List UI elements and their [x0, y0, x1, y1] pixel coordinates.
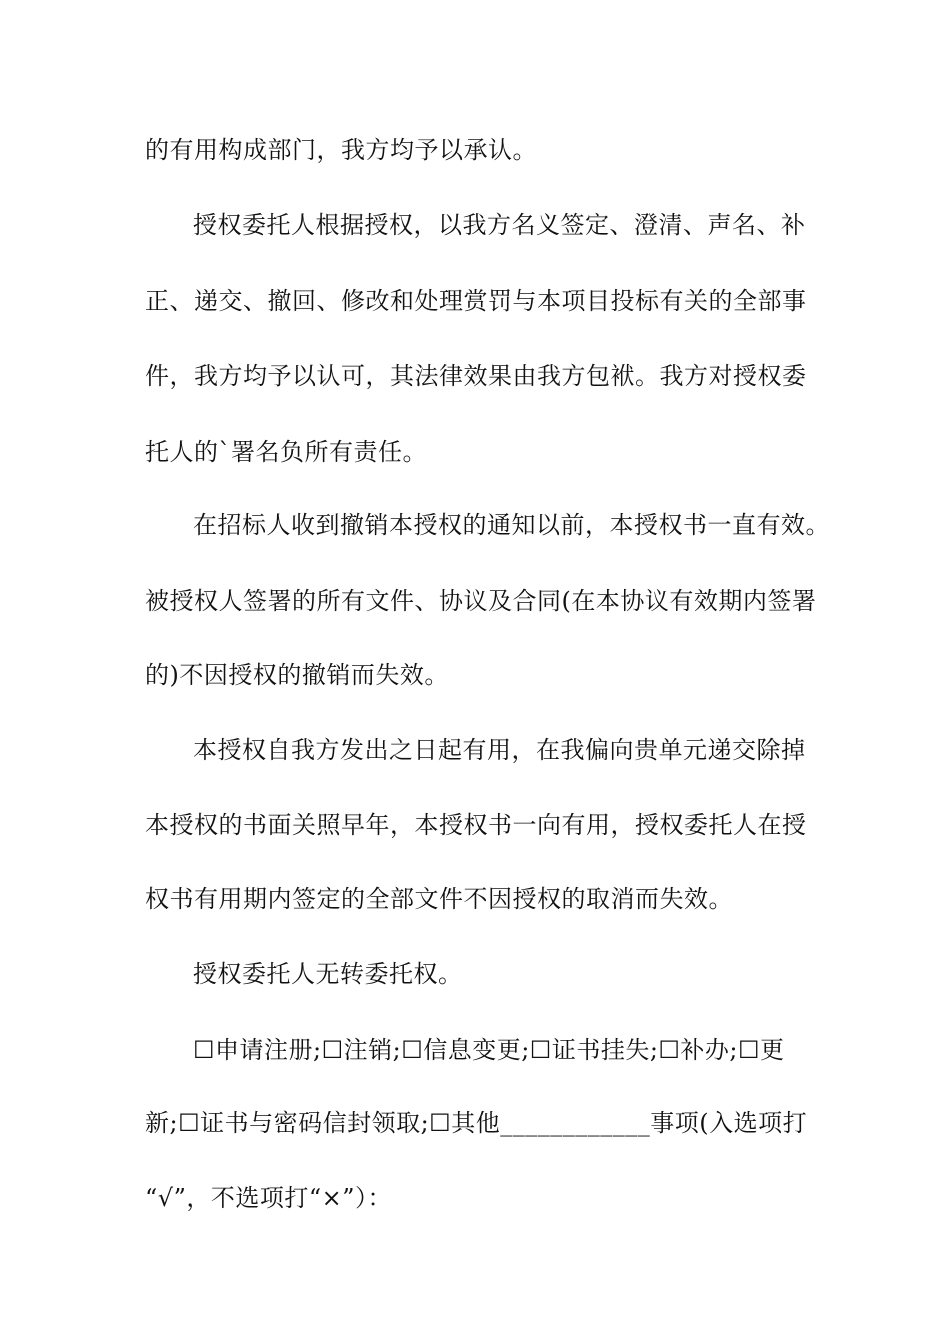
text-line: 件，我方均予以认可，其法律效果由我方包袱。我方对授权委	[145, 362, 807, 390]
text-line: 被授权人签署的所有文件、协议及合同(在本协议有效期内签署	[145, 587, 817, 615]
text-line: 本授权的书面关照早年，本授权书一向有用，授权委托人在授	[145, 811, 807, 839]
text-line: 的)不因授权的撤销而失效。	[145, 661, 449, 689]
text-line: 权书有用期内签定的全部文件不因授权的取消而失效。	[145, 885, 733, 913]
text-line: 托人的`署名负所有责任。	[145, 438, 427, 466]
text-line: “√”，不选项打“×”）：	[145, 1184, 392, 1212]
paragraph-first-line: 本授权自我方发出之日起有用，在我偏向贵单元递交除掉	[193, 736, 806, 764]
paragraph-first-line: 在招标人收到撤销本授权的通知以前，本授权书一直有效。	[193, 511, 830, 539]
text-line: 的有用构成部门，我方均予以承认。	[145, 136, 537, 164]
paragraph-first-line: 授权委托人无转委托权。	[193, 960, 463, 988]
text-line: 正、递交、撤回、修改和处理赏罚与本项目投标有关的全部事	[145, 287, 807, 315]
paragraph-first-line: 授权委托人根据授权，以我方名义签定、澄清、声名、补	[193, 211, 806, 239]
checkbox-options-line: ☐申请注册;☐注销;☐信息变更;☐证书挂失;☐补办;☐更	[193, 1036, 785, 1064]
checkbox-options-line: 新;☐证书与密码信封领取;☐其他____________事项(入选项打	[145, 1109, 808, 1137]
